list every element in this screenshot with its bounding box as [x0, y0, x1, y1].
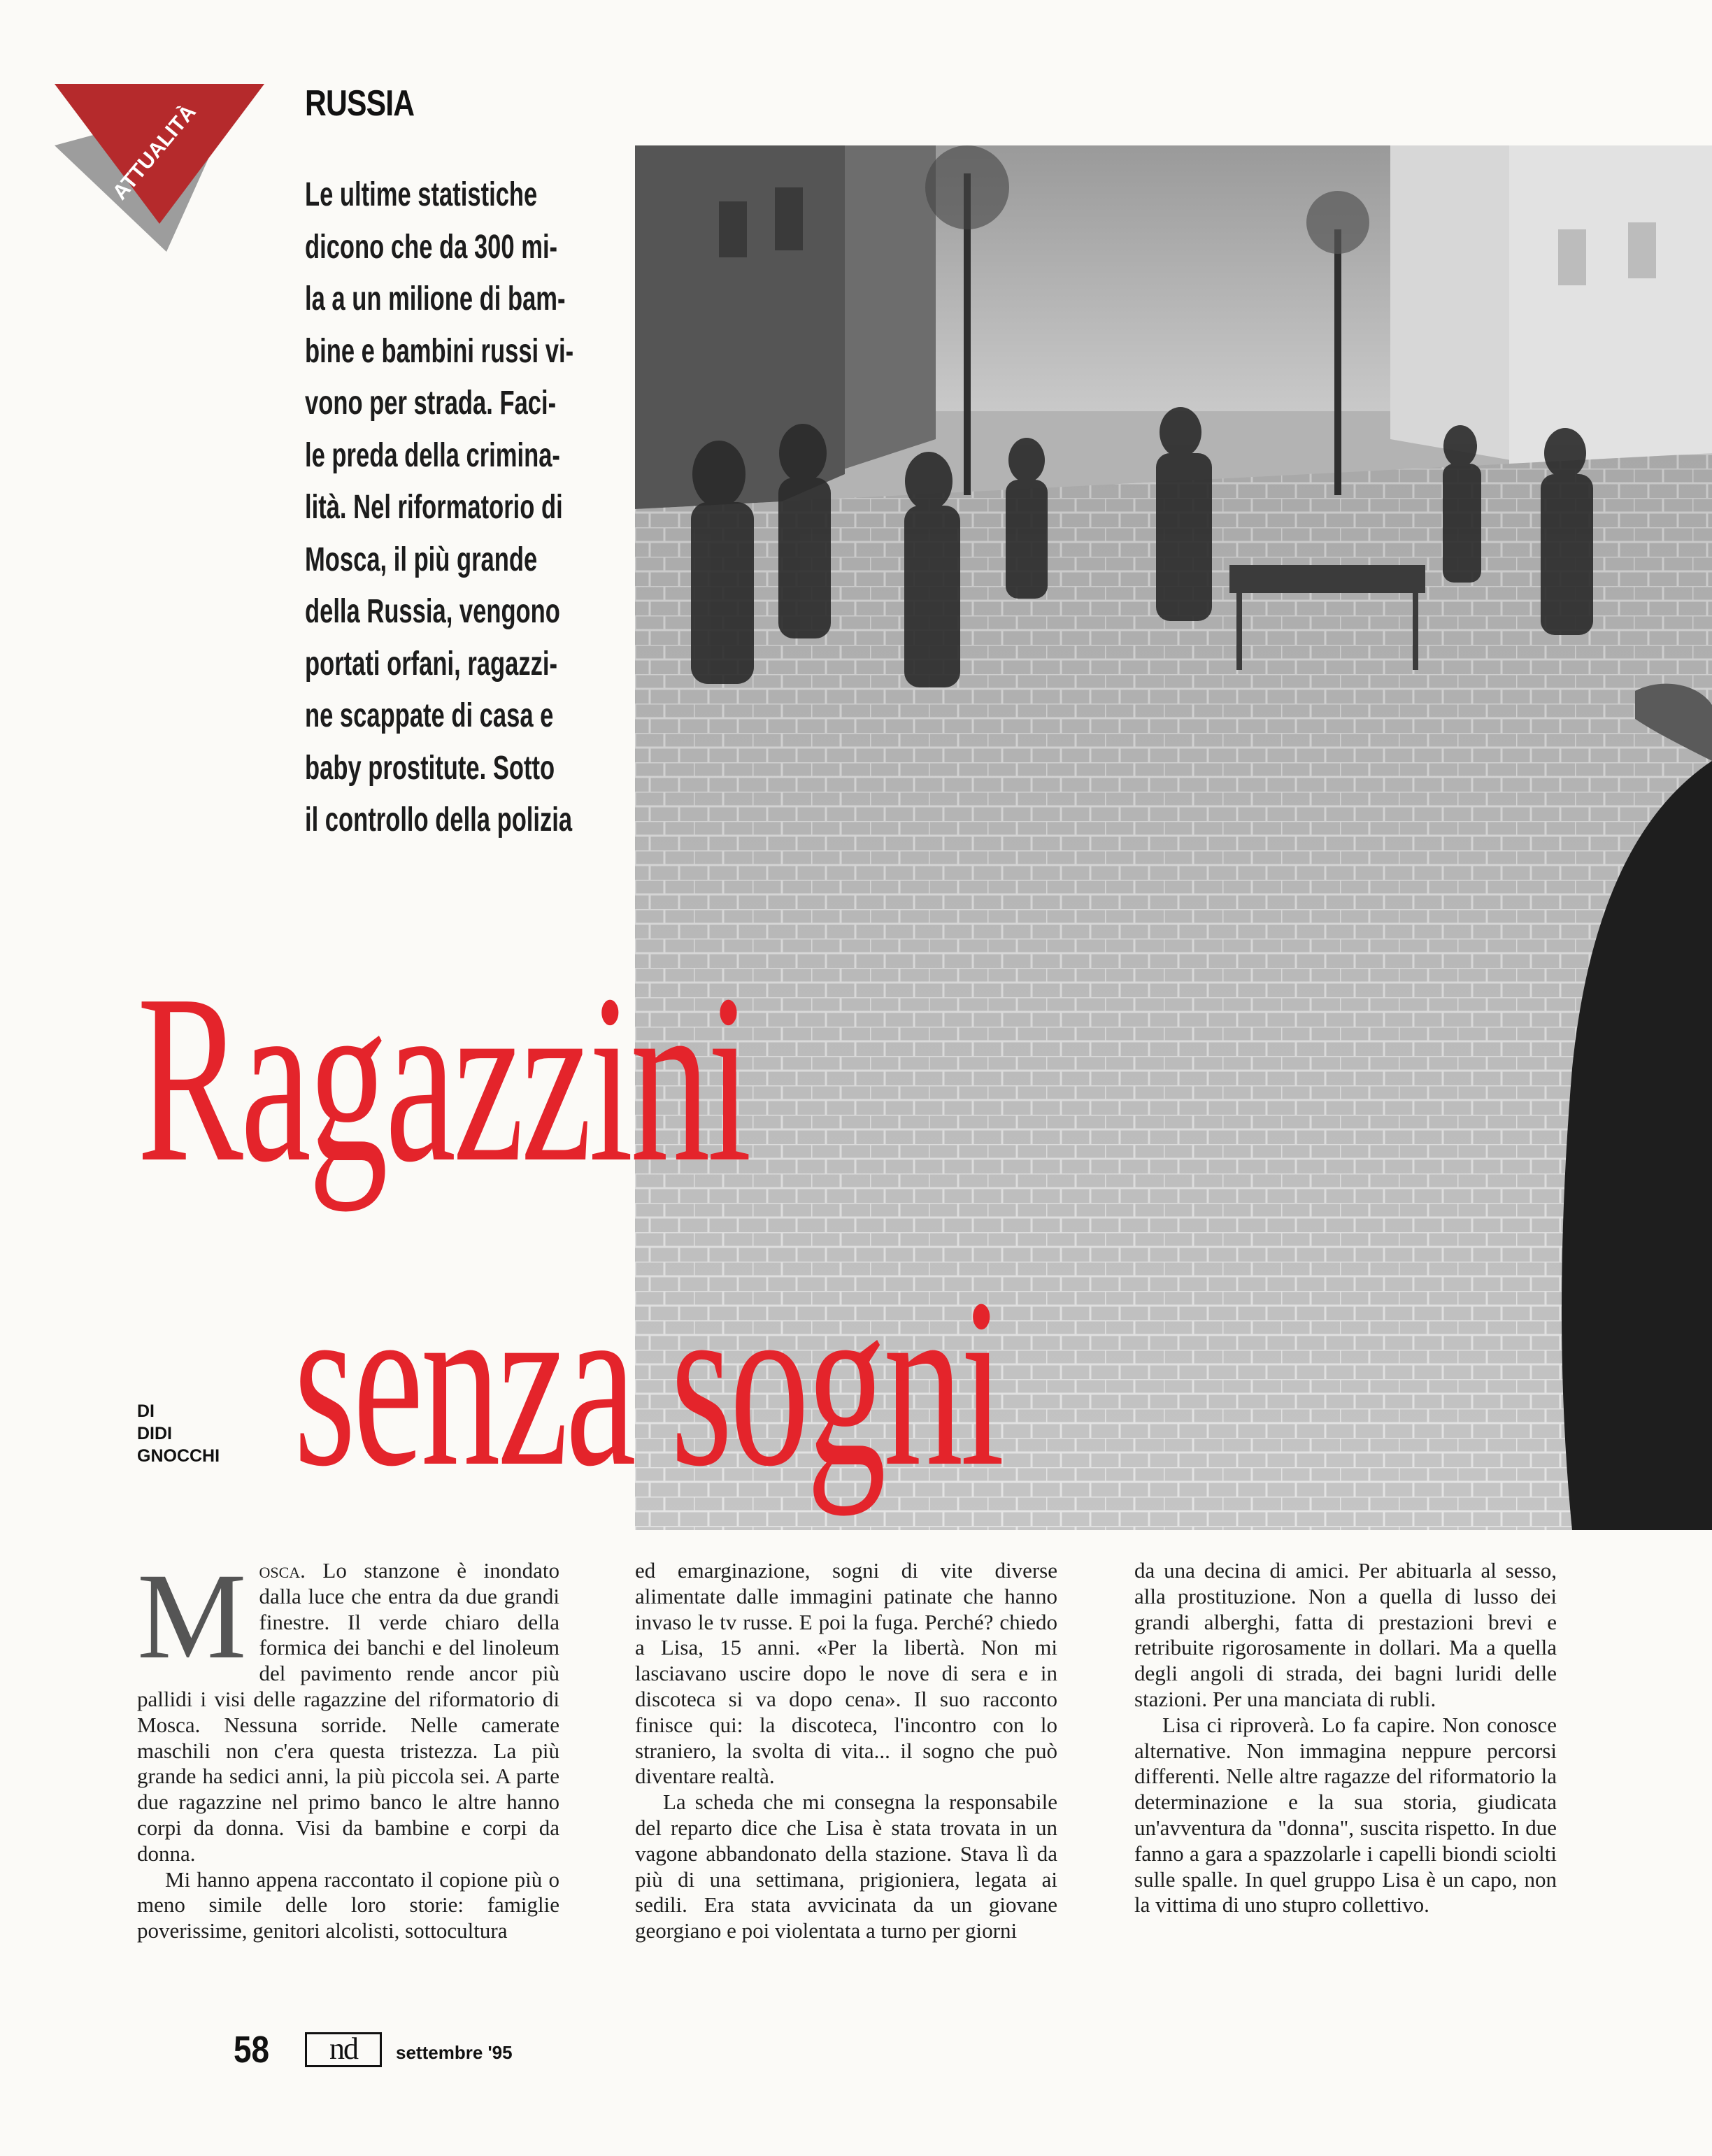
- body-paragraph: Mi hanno appena raccontato il copione più o meno simile delle loro storie: famiglie poverissime, genitori alcolisti, sottocultura: [137, 1866, 559, 1943]
- kicker: RUSSIA: [305, 83, 415, 124]
- body-paragraph: ed emarginazione, sogni di vite diverse alimentate dalle immagini patinate che hanno invaso le tv russe. E poi la fuga. Perché? chiedo a Lisa, 15 anni. «Per la libertà. Non mi lasciavano uscire dopo le nove di sera e in discoteca si va dopo cena». Il suo racconto finisce qui: la discoteca, l'incontro con lo straniero, la svolta di vita... il sogno che può diventare realtà.: [635, 1558, 1057, 1789]
- deck-line: bine e bambini russi vi-: [305, 332, 574, 370]
- body-paragraph: Lisa ci riproverà. Lo fa capire. Non conosce alternative. Non immagina neppure percorsi differenti. Nelle altre ragazze del riformatorio la determinazione e la sua storia, giudicata un'avventura da "donna", suscita rispetto. In due fanno a gara a spazzolarle i capelli biondi sciolti sulle spalle. In quel gruppo Lisa è un capo, non la vittima di uno stupro collettivo.: [1134, 1712, 1557, 1918]
- deck-line: Le ultime statistiche: [305, 176, 538, 213]
- deck-line: portati orfani, ragazzi-: [305, 645, 557, 683]
- paragraph-text: Lo stanzone è inondato dalla luce che entra da due grandi finestre. Il verde chiaro della formica dei banchi e del linoleum del pavimento rende ancor più pallidi i visi delle ragazzine del riformatorio di Mosca. Nessuna sorride. Nelle camerate maschili non c'era questa tristezza. La più grande ha sedici anni, la più piccola sei. A parte due ragazzine nel primo banco le altre hanno corpi da donna. Visi da bambine e corpi da donna.: [137, 1558, 559, 1866]
- deck-line: le preda della crimina-: [305, 436, 560, 474]
- byline-first-name: DIDI: [137, 1424, 172, 1443]
- body-paragraph: La scheda che mi consegna la responsabile del reparto dice che Lisa è stata trovata in un vagone abbandonato della stazione. Stava lì da più di una settimana, prigioniera, legata ai sedili. Era stata avvicinata da un giovane georgiano e poi violentata a turno per giorni: [635, 1790, 1057, 1943]
- page-number: 58: [234, 2029, 270, 2071]
- headline-line-1: Ragazzini: [137, 945, 749, 1212]
- body-column-1: [137, 1548, 559, 1944]
- byline-last-name: GNOCCHI: [137, 1446, 220, 1466]
- byline: [137, 1400, 220, 1467]
- section-tag: ATTUALITÀ: [108, 100, 201, 205]
- byline-prefix: DI: [137, 1401, 155, 1421]
- deck-line: ne scappate di casa e: [305, 697, 554, 734]
- body-paragraph: [137, 1548, 559, 1867]
- lead-in: osca.: [259, 1558, 306, 1583]
- headline-line-2: senza sogni: [294, 1249, 1002, 1516]
- deck-line: il controllo della polizia: [305, 801, 573, 838]
- body-column-3: [1134, 1558, 1557, 1918]
- deck-line: dicono che da 300 mi-: [305, 228, 558, 266]
- issue-date: settembre '95: [396, 2042, 513, 2063]
- deck-line: la a un milione di bam-: [305, 280, 566, 317]
- deck-line: lità. Nel riformatorio di: [305, 489, 563, 526]
- deck-line: della Russia, vengono: [305, 593, 560, 630]
- drop-cap: M: [137, 1548, 247, 1685]
- deck-line: vono per strada. Faci-: [305, 385, 557, 422]
- body-column-2: [635, 1558, 1057, 1944]
- body-paragraph: da una decina di amici. Per abituarla al sesso, alla prostituzione. Non a quella di lusso dei grandi alberghi, fatta di prestazioni brevi e retribuite rigorosamente in dollari. Ma a quella degli angoli di strada, dei bagni luridi delle stazioni. Per una manciata di rubli.: [1134, 1558, 1557, 1711]
- deck-line: baby prostitute. Sotto: [305, 749, 555, 787]
- section-marker: [55, 84, 264, 252]
- magazine-logo: nd: [305, 2032, 382, 2067]
- deck-line: Mosca, il più grande: [305, 541, 538, 578]
